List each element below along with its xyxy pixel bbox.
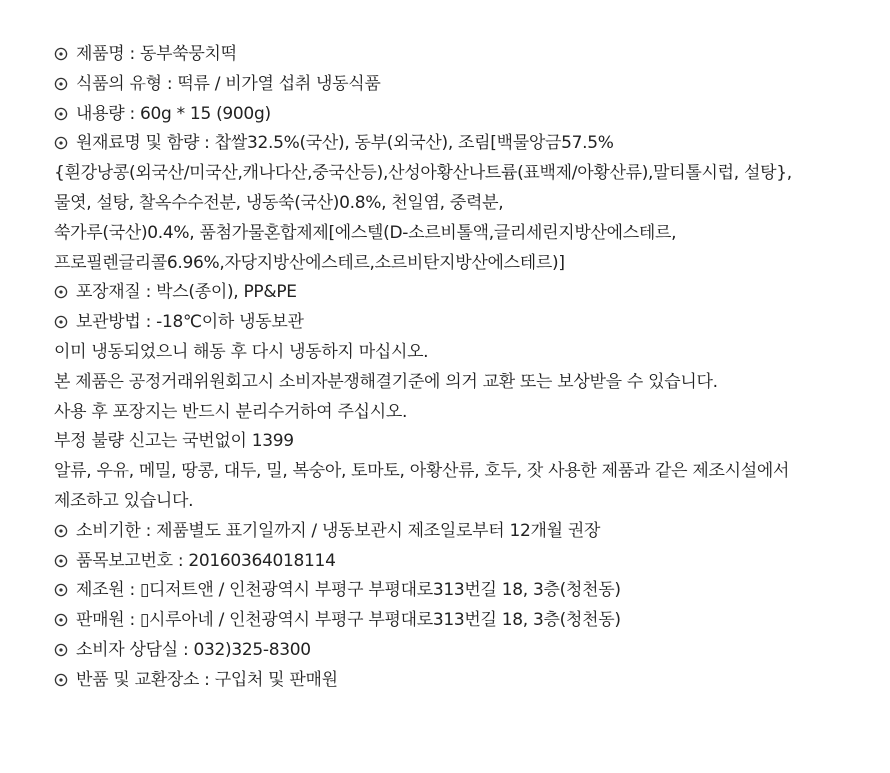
info-line [54,249,884,279]
info-line-text: 소비자 상담실 : 032)325-8300 [76,639,311,660]
info-line [54,487,884,517]
info-line-text: 사용 후 포장지는 반드시 분리수거하여 주십시오. [54,401,408,422]
circled-dot-icon [54,576,76,606]
info-line [54,308,884,338]
info-line-text: 이미 냉동되었으니 해동 후 다시 냉동하지 마십시오. [54,341,429,362]
info-line-text: 프로필렌글리콜6.96%,자당지방산에스테르,소르비탄지방산에스테르)] [54,252,565,273]
info-line [54,40,884,70]
info-line-text: 제품명 : 동부쑥뭉치떡 [76,44,237,64]
circled-dot-icon [54,666,76,696]
info-line-text: 내용량 : 60g * 15 (900g) [76,103,271,124]
circled-dot-icon [54,308,76,338]
info-line [54,666,884,696]
circled-dot-icon [54,100,76,130]
product-info-document [54,40,884,696]
info-line [54,606,884,636]
circled-dot-icon [54,129,76,159]
info-line-text: 본 제품은 공정거래위원회고시 소비자분쟁해결기준에 의거 교환 또는 보상받을 수 있습니다. [54,371,718,392]
info-line-text: 쑥가루(국산)0.4%, 품첨가물혼합제제[에스텔(D-소르비톨액,글리세린지방산에스테르, [54,222,677,243]
info-line [54,70,884,100]
info-line-text: {흰강낭콩(외국산/미국산,캐나다산,중국산등),산성아황산나트륨(표백제/아황산류),말티톨시럽, 설탕}, [54,163,792,184]
info-line-text: 알류, 우유, 메밀, 땅콩, 대두, 밀, 복숭아, 토마토, 아황산류, 호두, 잣 사용한 제품과 같은 제조시설에서 [54,461,790,482]
info-line [54,636,884,666]
circled-dot-icon [54,278,76,308]
info-line [54,576,884,606]
info-line [54,427,884,457]
info-line [54,547,884,577]
info-line [54,517,884,547]
info-line-text: 소비기한 : 제품별도 표기일까지 / 냉동보관시 제조일로부터 12개월 권장 [76,520,601,541]
circled-dot-icon [54,40,76,70]
info-line-text: 물엿, 설탕, 찰옥수수전분, 냉동쑥(국산)0.8%, 천일염, 중력분, [54,192,504,213]
info-line [54,219,884,249]
info-line [54,129,884,159]
info-line [54,278,884,308]
info-line-text: 반품 및 교환장소 : 구입처 및 판매원 [76,669,338,690]
info-line [54,189,884,219]
info-line-text: 부정 불량 신고는 국번없이 1399 [54,431,294,452]
info-line [54,398,884,428]
info-line-text: 제조하고 있습니다. [54,490,194,511]
info-line [54,368,884,398]
info-line-text: 식품의 유형 : 떡류 / 비가열 섭취 냉동식품 [76,73,381,94]
circled-dot-icon [54,636,76,666]
info-line [54,159,884,189]
info-line-text: 제조원 : ▯디저트앤 / 인천광역시 부평구 부평대로313번길 18, 3층(청천동) [76,580,621,601]
info-line [54,338,884,368]
info-line [54,457,884,487]
info-line-text: 보관방법 : -18℃이하 냉동보관 [76,312,304,333]
circled-dot-icon [54,517,76,547]
circled-dot-icon [54,70,76,100]
product-info-lines [54,40,884,696]
info-line-text: 원재료명 및 함량 : 찹쌀32.5%(국산), 동부(외국산), 조림[백물앙금57.5% [76,133,614,154]
info-line-text: 포장재질 : 박스(종이), PP&PE [76,282,297,303]
info-line [54,100,884,130]
info-line-text: 판매원 : ▯시루아네 / 인천광역시 부평구 부평대로313번길 18, 3층(청천동) [76,610,621,631]
circled-dot-icon [54,606,76,636]
info-line-text: 품목보고번호 : 20160364018114 [76,550,336,571]
circled-dot-icon [54,547,76,577]
